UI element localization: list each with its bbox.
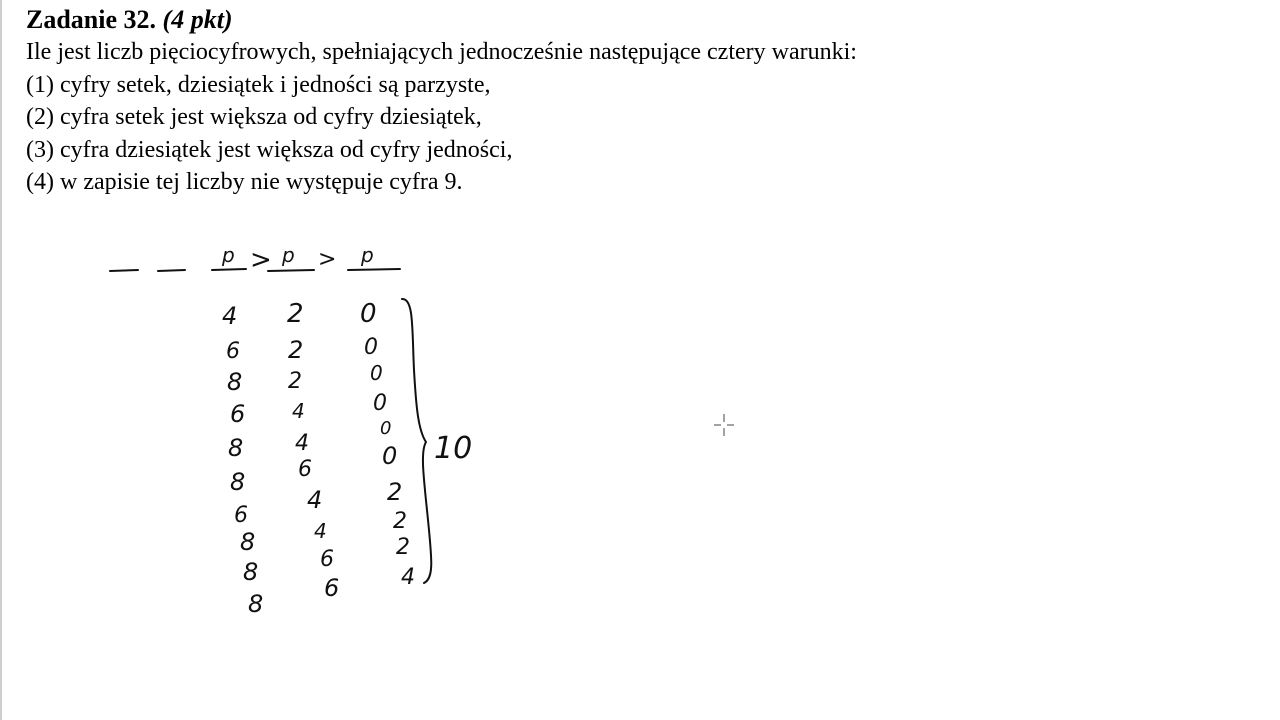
condition-1: (1) cyfry setek, dziesiątek i jedności są parzyste,: [26, 71, 491, 98]
crosshair-cursor-icon: [714, 414, 734, 436]
slot-dash-2: [158, 270, 185, 271]
condition-3: (3) cyfra dziesiątek jest większa od cyfry jedności,: [26, 136, 513, 163]
digit-rows: [222, 299, 415, 618]
digit-cell: 0: [360, 299, 377, 329]
digit-cell: 4: [222, 302, 238, 330]
digit-cell: 2: [387, 478, 403, 506]
slot-dash-1: [110, 270, 138, 271]
digit-cell: 6: [324, 574, 340, 602]
problem-question: Ile jest liczb pięciocyfrowych, spełniających jednocześnie następujące cztery warunki:: [26, 39, 857, 65]
digit-cell: 4: [295, 431, 309, 456]
digit-cell: 8: [248, 590, 264, 618]
comparison-symbol-1: >: [250, 245, 272, 275]
total-count: 10: [434, 431, 473, 466]
problem-title: Zadanie 32.: [26, 5, 157, 34]
slot-dash-5: [348, 269, 400, 270]
digit-cell: 0: [382, 442, 398, 470]
digit-cell: 4: [314, 519, 327, 543]
digit-cell: 2: [393, 509, 407, 534]
digit-cell: 6: [320, 547, 334, 572]
problem-points: (4 pkt): [162, 5, 233, 34]
digit-cell: 0: [364, 335, 378, 360]
digit-cell: 0: [370, 361, 383, 385]
digit-cell: 8: [230, 468, 246, 496]
digit-cell: 0: [373, 391, 387, 416]
digit-cell: 0: [380, 418, 392, 439]
digit-cell: 6: [230, 400, 246, 428]
slot-dash-4: [268, 270, 314, 271]
digit-cell: 4: [307, 486, 323, 514]
slot-label-units: p: [361, 243, 374, 267]
digit-cell: 8: [240, 528, 256, 556]
digit-cell: 4: [401, 565, 415, 590]
slot-dash-3: [212, 269, 246, 270]
digit-cell: 2: [287, 299, 304, 329]
slot-label-hundreds: p: [222, 243, 235, 267]
slot-label-tens: p: [282, 243, 295, 267]
digit-cell: 2: [396, 535, 410, 560]
digit-cell: 6: [298, 457, 312, 482]
digit-cell: 4: [292, 399, 305, 423]
digit-cell: 8: [228, 434, 244, 462]
condition-4: (4) w zapisie tej liczby nie występuje cyfra 9.: [26, 169, 463, 195]
digit-cell: 2: [288, 336, 304, 364]
digit-cell: 8: [243, 558, 259, 586]
digit-cell: 2: [288, 369, 302, 394]
condition-2: (2) cyfra setek jest większa od cyfry dziesiątek,: [26, 104, 482, 130]
comparison-symbol-2: >: [318, 247, 337, 272]
digit-cell: 6: [234, 503, 248, 528]
digit-cell: 8: [227, 368, 243, 396]
digit-cell: 6: [226, 339, 240, 364]
